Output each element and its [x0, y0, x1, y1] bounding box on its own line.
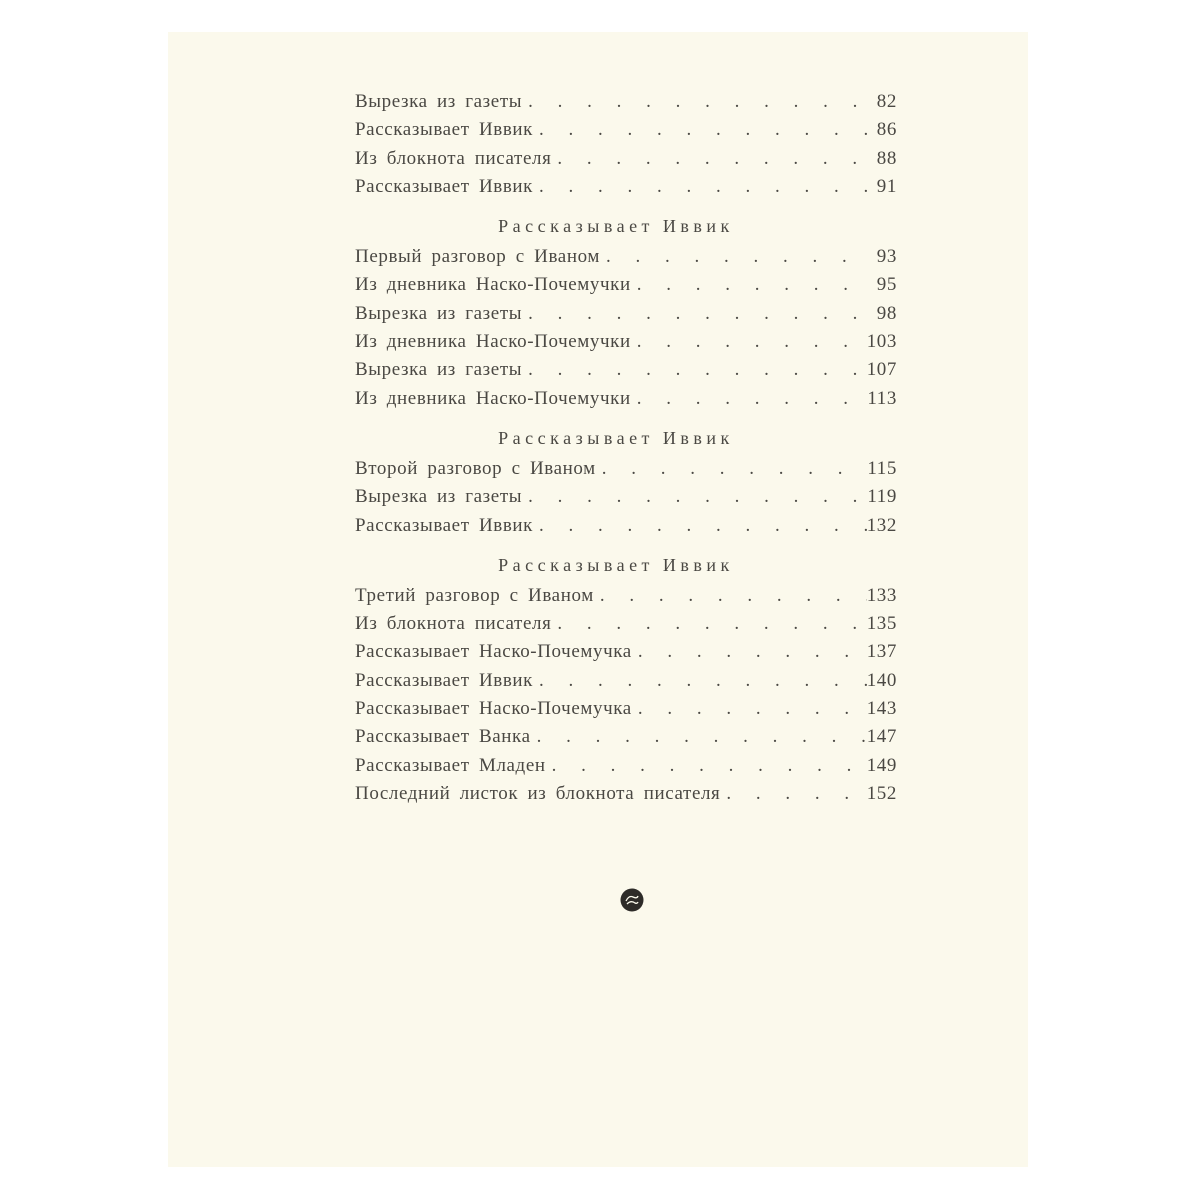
toc-entry-page: 86: [876, 119, 897, 141]
leader-dots: [631, 328, 867, 356]
leader-dots: [533, 116, 867, 144]
toc-entry-title: Из дневника Наско-Почемучки: [355, 387, 631, 409]
leader-dots: [533, 512, 867, 540]
toc-entry: [355, 243, 897, 271]
toc-entry-page: 82: [876, 91, 897, 112]
toc-entry-page: 143: [866, 698, 897, 720]
leader-dots: [522, 88, 867, 116]
leader-dots: [551, 610, 866, 638]
toc-entry-page: 107: [866, 359, 897, 381]
publisher-emblem-icon: [620, 888, 644, 912]
toc-entry-page: 140: [866, 669, 897, 691]
leader-dots: [631, 385, 867, 413]
toc-entry: [355, 385, 897, 413]
leader-dots: [522, 356, 867, 384]
toc-entry-title: Последний листок из блокнота писателя: [355, 782, 721, 804]
leader-dots: [546, 752, 867, 780]
toc-entry-page: 103: [866, 331, 897, 353]
toc-entry-title: Рассказывает Наско-Почемучка: [355, 698, 632, 720]
toc-entry-title: Из дневника Наско-Почемучки: [355, 331, 631, 353]
toc-entry: [355, 638, 897, 666]
section-heading: Рассказывает Иввик: [498, 554, 734, 575]
toc-entry-page: 149: [866, 754, 897, 776]
toc-entry-title: Рассказывает Наско-Почемучка: [355, 641, 632, 663]
toc-entry: [355, 300, 897, 328]
toc-entry-title: Вырезка из газеты: [355, 91, 523, 112]
toc-entry: [355, 667, 897, 695]
toc-entry-page: 95: [876, 274, 897, 296]
toc-entry-title: Рассказывает Иввик: [355, 175, 534, 197]
leader-dots: [533, 667, 867, 695]
leader-dots: [720, 780, 866, 808]
leader-dots: [594, 582, 867, 610]
leader-dots: [632, 638, 867, 666]
toc-entry: [355, 512, 897, 540]
toc-entry: [355, 723, 897, 751]
leader-dots: [522, 300, 867, 328]
toc-entry: [355, 145, 897, 173]
leader-dots: [522, 483, 867, 511]
toc-entry-page: 91: [876, 175, 897, 197]
toc-entry: [355, 752, 897, 780]
toc-entry-title: Рассказывает Иввик: [355, 669, 534, 691]
leader-dots: [531, 723, 867, 751]
toc-entry-page: 135: [866, 613, 897, 635]
toc-entry-title: Из блокнота писателя: [355, 613, 552, 635]
section-heading: Рассказывает Иввик: [498, 216, 734, 237]
toc-entry: [355, 356, 897, 384]
toc-entry: [355, 271, 897, 299]
toc-entry-page: 113: [867, 387, 897, 409]
toc-entry: [355, 116, 897, 144]
toc-entry: [355, 173, 897, 201]
toc-entry-page: 147: [866, 726, 897, 748]
toc-entry: [355, 582, 897, 610]
toc-entry-page: 115: [867, 457, 897, 479]
toc-entry: [355, 455, 897, 483]
leader-dots: [596, 455, 867, 483]
toc-entry-page: 119: [867, 486, 897, 508]
toc-entry-title: Из блокнота писателя: [355, 147, 552, 169]
table-of-contents: [355, 88, 897, 808]
toc-entry-title: Вырезка из газеты: [355, 359, 523, 381]
toc-entry-title: Из дневника Наско-Почемучки: [355, 274, 631, 296]
toc-entry-page: 137: [866, 641, 897, 663]
toc-entry-page: 133: [866, 584, 897, 606]
toc-entry-page: 93: [876, 246, 897, 268]
leader-dots: [600, 243, 867, 271]
toc-entry-page: 132: [866, 514, 897, 536]
toc-entry-title: Рассказывает Иввик: [355, 514, 534, 536]
toc-entry-page: 98: [876, 302, 897, 324]
toc-entry-title: Второй разговор с Иваном: [355, 457, 596, 479]
toc-entry: [355, 483, 897, 511]
toc-entry-title: Третий разговор с Иваном: [355, 584, 594, 606]
leader-dots: [632, 695, 867, 723]
toc-entry-page: 88: [876, 147, 897, 169]
toc-entry-title: Рассказывает Ванка: [355, 726, 531, 748]
leader-dots: [533, 173, 867, 201]
toc-entry-title: Вырезка из газеты: [355, 302, 523, 324]
toc-entry: [355, 610, 897, 638]
toc-entry: [355, 328, 897, 356]
toc-entry: [355, 780, 897, 808]
leader-dots: [551, 145, 867, 173]
toc-entry-title: Рассказывает Иввик: [355, 119, 534, 141]
toc-entry-title: Вырезка из газеты: [355, 486, 523, 508]
toc-entry: [355, 695, 897, 723]
section-heading: Рассказывает Иввик: [498, 427, 734, 448]
toc-entry: [355, 88, 897, 116]
toc-entry-page: 152: [866, 782, 897, 804]
toc-entry-title: Первый разговор с Иваном: [355, 246, 600, 268]
toc-entry-title: Рассказывает Младен: [355, 754, 546, 776]
leader-dots: [631, 271, 867, 299]
